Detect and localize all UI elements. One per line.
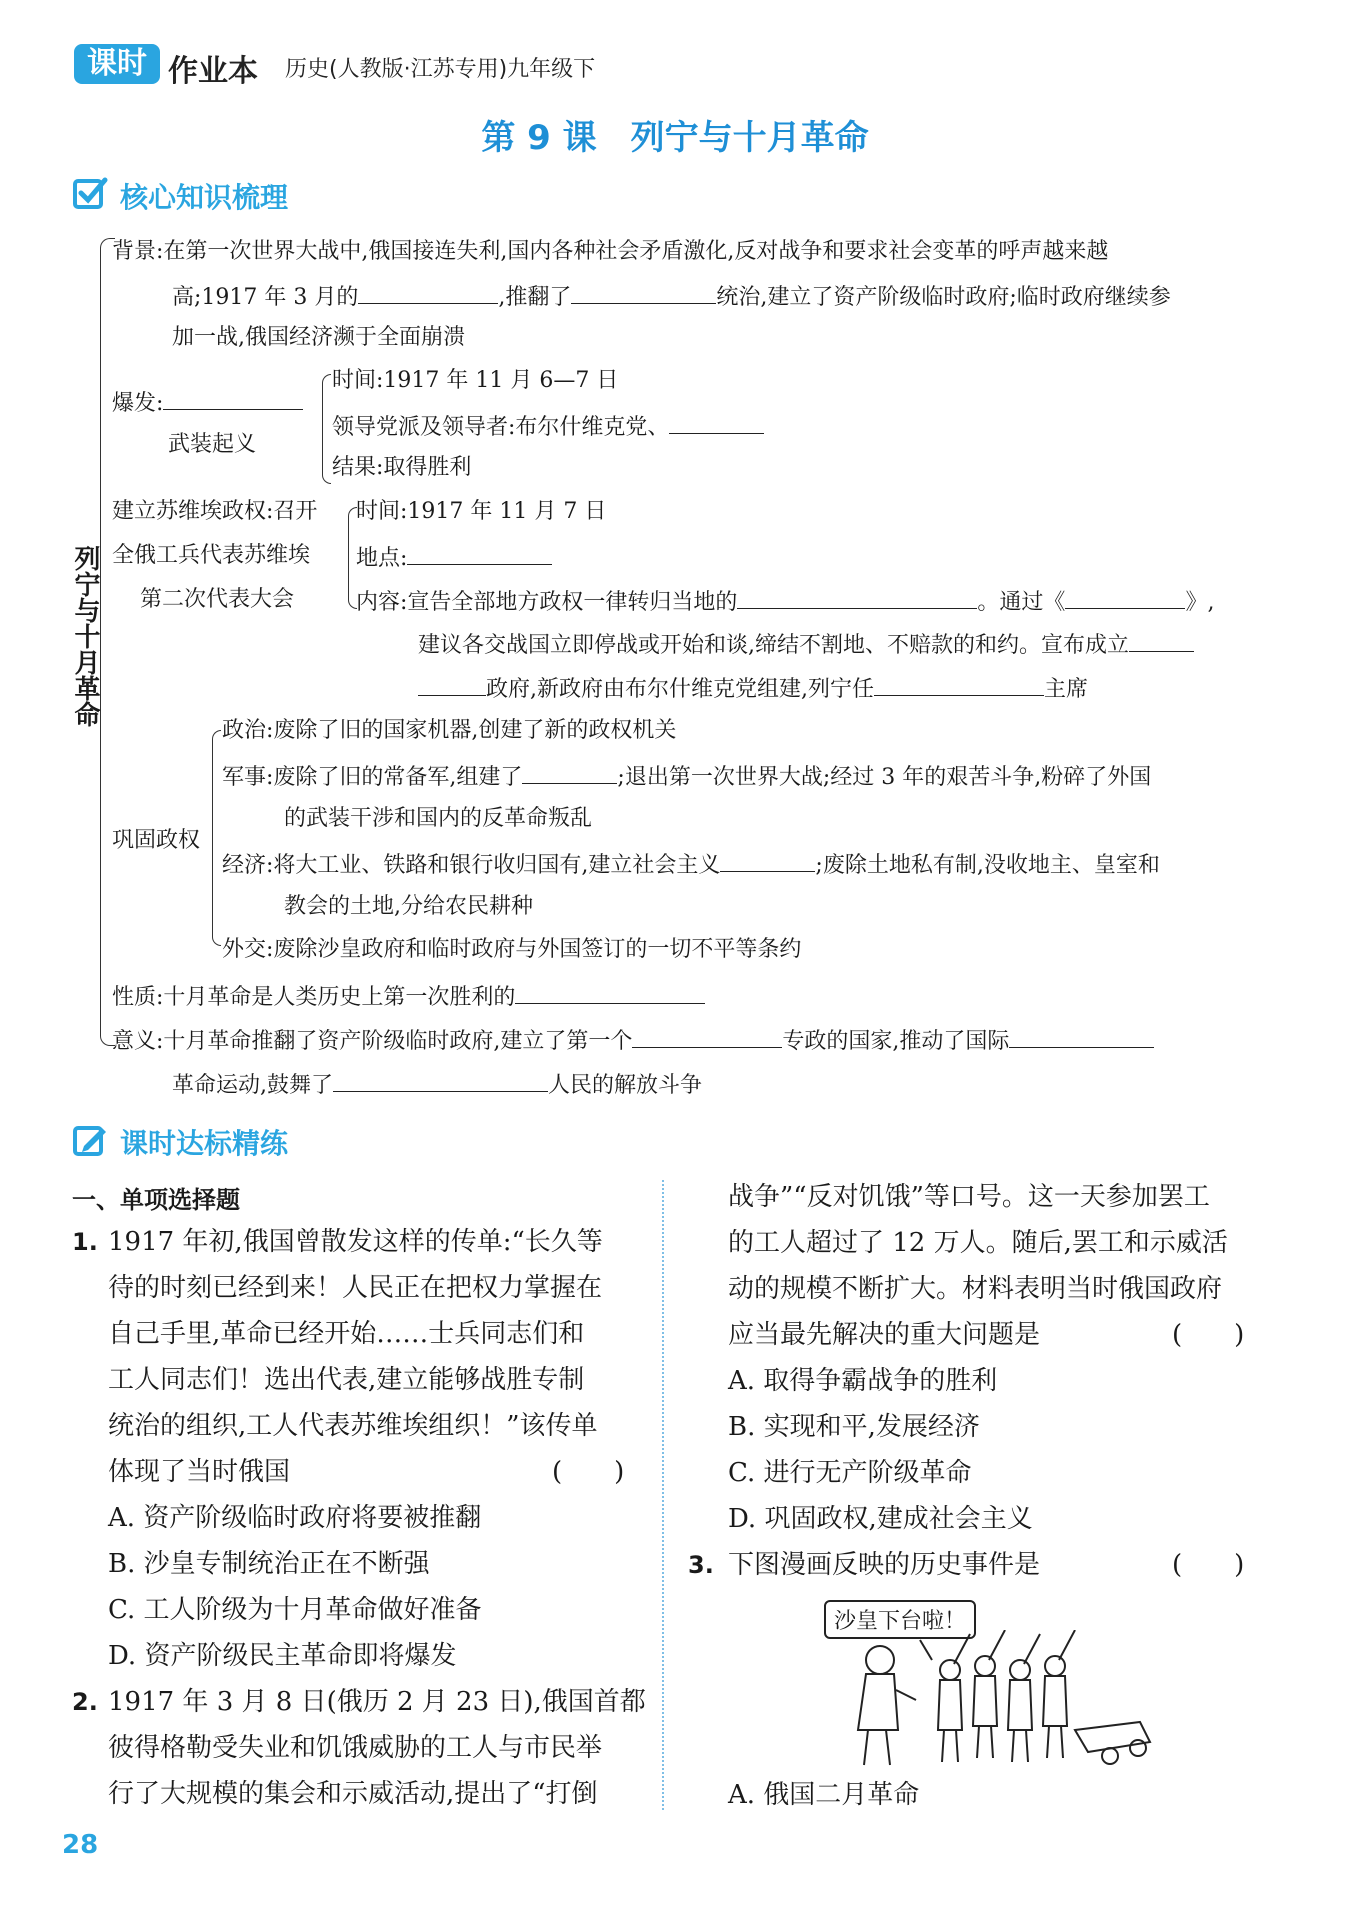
q2-option-b[interactable]: B. 实现和平,发展经济 [728,1412,980,1442]
consolidate-diplomacy: 外交:废除沙皇政府和临时政府与外国签订的一切不平等条约 [222,937,802,962]
section-title-knowledge: 核心知识梳理 [120,181,289,214]
soviet-time: 时间:1917 年 11 月 7 日 [356,499,607,524]
q3-option-a[interactable]: A. 俄国二月革命 [728,1780,920,1810]
consolidate-brace [212,730,221,946]
blank-government-b[interactable] [418,672,486,696]
soviet-label3: 第二次代表大会 [140,587,295,612]
q2-line-right: 应当最先解决的重大问题是 [728,1320,1041,1350]
q1-option-a[interactable]: A. 资产阶级临时政府将要被推翻 [108,1503,482,1533]
soviet-label1: 建立苏维埃政权:召开 [112,499,318,524]
blank-decree[interactable] [1065,585,1185,609]
blank-outbreak[interactable] [163,386,303,410]
soviet-label2: 全俄工兵代表苏维埃 [112,543,311,568]
page-number: 28 [62,1830,99,1860]
q3-stem: 下图漫画反映的历史事件是 [728,1550,1041,1580]
blank-international[interactable] [1009,1024,1154,1048]
nature-line: 性质:十月革命是人类历史上第一次胜利的 [112,980,705,1013]
part-title: 一、单项选择题 [72,1186,240,1214]
blank-people[interactable] [333,1068,548,1092]
q1-option-d[interactable]: D. 资产阶级民主革命即将爆发 [108,1641,457,1671]
consolidate-label: 巩固政权 [112,828,201,853]
q1-number: 1. [72,1228,98,1256]
outbreak-label: 爆发: [112,386,303,419]
q1-line: 自己手里,革命已经开始……士兵同志们和 [108,1319,585,1349]
brand-logo: 课时 [74,44,160,84]
outbreak-label2: 武装起义 [168,432,257,457]
soviet-content1: 内容:宣告全部地方政权一律转归当地的 。通过《 》, [356,585,1214,618]
checkbox-icon [72,175,108,211]
consolidate-military1: 军事:废除了旧的常备军,组建了 ;退出第一次世界大战;经过 3 年的艰苦斗争,粉碎了外国 [222,760,1151,793]
background-line2: 高;1917 年 3 月的 ,推翻了 统治,建立了资产阶级临时政府;临时政府继续参 [172,280,1171,313]
tree-root-label: 列宁与十月革命 [70,545,100,727]
brand-suffix: 作业本 [168,54,258,89]
outbreak-result: 结果:取得胜利 [332,455,472,480]
q2-option-a[interactable]: A. 取得争霸战争的胜利 [728,1366,998,1396]
significance-line2: 革命运动,鼓舞了 人民的解放斗争 [172,1068,702,1101]
blank-nature[interactable] [515,980,705,1004]
blank-economy[interactable] [720,848,815,872]
blank-chairman[interactable] [874,672,1044,696]
soviet-place: 地点: [356,541,552,574]
cartoon-image [820,1600,1170,1770]
pencil-icon [72,1122,108,1158]
blank-feb-revolution[interactable] [358,280,498,304]
q2-line: 1917 年 3 月 8 日(俄历 2 月 23 日),俄国首都 [108,1687,646,1717]
q1-option-b[interactable]: B. 沙皇专制统治正在不断强 [108,1549,430,1579]
soviet-content3: 政府,新政府由布尔什维克党组建,列宁任 主席 [418,672,1088,705]
cartoon-speech-bubble: 沙皇下台啦！ [824,1600,976,1639]
q1-line: 体现了当时俄国 [108,1457,291,1487]
blank-soviets[interactable] [737,585,977,609]
outbreak-time: 时间:1917 年 11 月 6—7 日 [332,368,619,393]
q2-option-d[interactable]: D. 巩固政权,建成社会主义 [728,1504,1033,1534]
cartoon-drawing [820,1630,1170,1770]
background-line3: 加一战,俄国经济濒于全面崩溃 [172,325,465,350]
q2-answer-paren[interactable]: ( ) [1172,1320,1245,1350]
header [70,40,1280,90]
q2-option-c[interactable]: C. 进行无产阶级革命 [728,1458,972,1488]
blank-place[interactable] [407,541,552,565]
section-title-practice: 课时达标精练 [120,1127,289,1160]
q2-line: 彼得格勒受失业和饥饿威胁的工人与市民举 [108,1733,603,1763]
q1-answer-paren[interactable]: ( ) [552,1457,625,1487]
consolidate-military2: 的武装干涉和国内的反革命叛乱 [284,806,593,831]
q3-number: 3. [688,1551,714,1579]
outbreak-leader: 领导党派及领导者:布尔什维克党、 [332,410,764,443]
q1-line: 工人同志们！选出代表,建立能够战胜专制 [108,1365,585,1395]
book-info: 历史(人教版·江苏专用)九年级下 [285,57,596,82]
q1-line: 1917 年初,俄国曾散发这样的传单:“长久等 [108,1227,603,1257]
lesson-title: 第 9 课 列宁与十月革命 [481,118,869,158]
q2-line-right: 动的规模不断扩大。材料表明当时俄国政府 [728,1274,1223,1304]
blank-leader[interactable] [669,410,764,434]
column-divider [662,1180,664,1810]
q2-line: 行了大规模的集会和示威活动,提出了“打倒 [108,1779,598,1809]
outbreak-brace [322,374,331,484]
blank-government-a[interactable] [1129,628,1194,652]
q1-line: 统治的组织,工人代表苏维埃组织！”该传单 [108,1411,598,1441]
consolidate-economy1: 经济:将大工业、铁路和银行收归国有,建立社会主义 ;废除土地私有制,没收地主、皇室和 [222,848,1160,881]
background-line1: 背景:在第一次世界大战中,俄国接连失利,国内各种社会矛盾激化,反对战争和要求社会变革的呼声越来越 [112,239,1109,264]
q2-line-right: 的工人超过了 12 万人。随后,罢工和示威活 [728,1228,1228,1258]
soviet-content2: 建议各交战国立即停战或开始和谈,缔结不割地、不赔款的和约。宣布成立 [418,628,1194,661]
consolidate-economy2: 教会的土地,分给农民耕种 [284,894,533,919]
q1-line: 待的时刻已经到来！人民正在把权力掌握在 [108,1273,603,1303]
q2-number: 2. [72,1688,98,1716]
blank-red-army[interactable] [522,760,617,784]
blank-tsar[interactable] [571,280,716,304]
blank-dictatorship[interactable] [632,1024,782,1048]
significance-line1: 意义:十月革命推翻了资产阶级临时政府,建立了第一个 专政的国家,推动了国际 [112,1024,1154,1057]
tree-brace-main [100,238,115,1046]
q1-option-c[interactable]: C. 工人阶级为十月革命做好准备 [108,1595,482,1625]
consolidate-politics: 政治:废除了旧的国家机器,创建了新的政权机关 [222,718,677,743]
q3-answer-paren[interactable]: ( ) [1172,1550,1245,1580]
q2-line-right: 战争”“反对饥饿”等口号。这一天参加罢工 [728,1182,1210,1212]
